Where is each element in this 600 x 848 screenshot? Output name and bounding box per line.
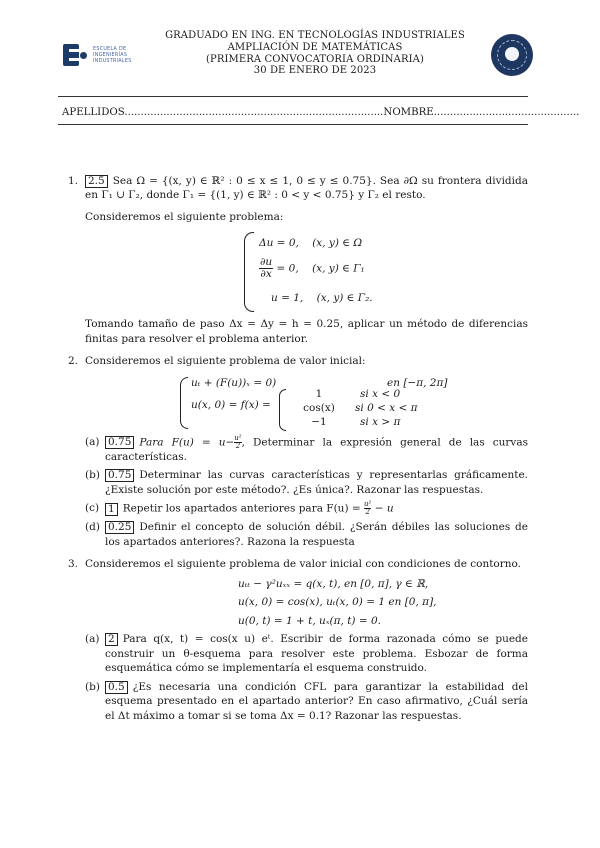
question-number: 2. <box>68 355 79 368</box>
q3-part-a <box>85 632 528 675</box>
eq-dirichlet-domain: (x, y) ∈ Γ₂. <box>316 292 373 305</box>
top-divider <box>58 96 528 97</box>
part-text: ¿Es necesaria una condición CFL para garantizar la estabilidad del esquema presentado en el apartado anterior? En caso afirmativo, ¿Cuál sería el Δt máximo a tomar si se toma Δx = 0.1? Razonar las respuestas. <box>105 680 528 722</box>
q3-part-b <box>85 680 528 723</box>
part-label: (b) <box>85 680 100 693</box>
wave-equation: uₜₜ − γ²uₓₓ = q(x, t), en [0, π], γ ∈ ℝ, <box>238 577 429 590</box>
part-text: , Determinar la expresión general de las curvas características. <box>105 436 529 463</box>
part-label: (a) <box>85 633 100 646</box>
points-box: 0.25 <box>105 521 134 534</box>
q2-part-b <box>85 468 528 497</box>
part-label: (c) <box>85 502 100 515</box>
initial-condition: u(x, 0) = f(x) = <box>191 398 271 411</box>
boundary-conditions: u(0, t) = 1 + t, uₓ(π, t) = 0. <box>238 614 382 627</box>
fraction: $\frac{\text{u²}}{2}$ <box>364 500 372 517</box>
eq-dirichlet: u = 1, <box>271 292 304 305</box>
left-brace <box>244 232 254 312</box>
part-text: Para q(x, t) = cos(x u) eᵗ. Escribir de forma razonada cómo se puede construir un θ-esquema para resolver este problema. Esbozar de forma esquemática cómo se implementaría el esquema construido. <box>105 633 528 675</box>
q2-part-d <box>85 520 528 549</box>
header-session: (PRIMERA CONVOCATORIA ORDINARIA) <box>206 53 424 65</box>
cases-brace <box>279 389 286 431</box>
part-text: Definir el concepto de solución débil. ¿Serán débiles las soluciones de los apartados anteriores?. Razona la respuesta <box>105 521 528 548</box>
header-date: 30 DE ENERO DE 2023 <box>253 65 377 77</box>
part-text: Repetir los apartados anteriores para F(u) = <box>122 502 361 515</box>
points-box: 0.5 <box>105 681 128 694</box>
q3-equations <box>85 577 528 628</box>
exam-body <box>68 174 528 723</box>
q2-intro: Consideremos el siguiente problema de valor inicial: <box>85 355 366 368</box>
part-label: (b) <box>85 469 100 482</box>
exam-header <box>150 30 480 77</box>
q2-part-c <box>85 501 528 516</box>
partial-derivative: $\frac{\partial u}{\partial x}$ <box>260 256 273 281</box>
university-seal <box>491 34 533 76</box>
part-label: (a) <box>85 435 100 448</box>
eq-laplace-domain: (x, y) ∈ Ω <box>312 237 363 250</box>
points-box: 0.75 <box>105 469 134 482</box>
case-condition: si 0 < x < π <box>355 401 418 414</box>
question-3 <box>68 557 528 723</box>
question-number: 1. <box>68 175 79 187</box>
points-box: 2.5 <box>85 175 108 188</box>
logo-text: ESCUELA DE INGENIERÍAS INDUSTRIALES <box>93 47 132 64</box>
logo-e-mark <box>63 44 79 66</box>
header-degree: GRADUADO EN ING. EN TECNOLOGÍAS INDUSTRIALES <box>165 30 465 41</box>
flux-expression: − u <box>374 502 394 515</box>
part-label: (d) <box>85 521 100 534</box>
part-text: Determinar las curvas características y representarlas gráficamente. ¿Existe solución por este método?. ¿Es única?. Razonar las respuestas. <box>105 469 528 496</box>
case-condition: si x > π <box>360 415 401 428</box>
q2-part-a <box>85 435 528 464</box>
q2-equation-system <box>85 373 528 431</box>
question-1 <box>68 174 528 346</box>
initial-conditions: u(x, 0) = cos(x), uₜ(x, 0) = 1 en [0, π], <box>238 596 437 609</box>
points-box: 2 <box>105 633 118 646</box>
q1-intro: Sea Ω = {(x, y) ∈ ℝ² : 0 ≤ x ≤ 1, 0 ≤ y ≤ 0.75}. Sea ∂Ω su frontera dividida en Γ₁ ∪ Γ₂, donde Γ₁ = {(1, y) ∈ ℝ² : 0 < y < 0.75} y Γ₂ el resto. <box>85 175 528 202</box>
conservation-law: uₜ + (F(u))ₓ = 0) <box>191 376 277 389</box>
case-condition: si x < 0 <box>360 387 401 400</box>
name-field: APELLIDOS................................................................................NOMBRE............................................. <box>62 107 580 118</box>
eq-laplace: Δu = 0, <box>259 237 299 250</box>
q1-equation-system <box>85 230 528 312</box>
logo-dot <box>80 52 87 59</box>
question-2 <box>68 354 528 549</box>
points-box: 0.75 <box>105 436 134 449</box>
points-box: 1 <box>105 503 118 516</box>
eq-neumann: = 0, <box>276 262 299 275</box>
flux-expression: Para F(u) = u− <box>139 436 235 449</box>
header-course: AMPLIACIÓN DE MATEMÁTICAS <box>227 41 403 53</box>
bottom-divider <box>58 124 528 125</box>
case-value: −1 <box>311 415 327 428</box>
eq-neumann-domain: (x, y) ∈ Γ₁ <box>312 262 365 275</box>
case-value: cos(x) <box>303 401 335 414</box>
case-value: 1 <box>315 387 323 400</box>
question-number: 3. <box>68 558 79 571</box>
q1-problem-intro: Consideremos el siguiente problema: <box>85 210 284 223</box>
school-logo <box>63 44 143 74</box>
interval: en [−π, 2π] <box>387 376 448 389</box>
left-brace <box>180 377 188 429</box>
fraction: $\frac{\text{u²}}{2}$ <box>234 433 242 450</box>
q3-intro: Consideremos el siguiente problema de valor inicial con condiciones de contorno. <box>85 558 522 571</box>
q1-task: Tomando tamaño de paso Δx = Δy = h = 0.25, aplicar un método de diferencias finitas para resolver el problema anterior. <box>85 318 528 345</box>
